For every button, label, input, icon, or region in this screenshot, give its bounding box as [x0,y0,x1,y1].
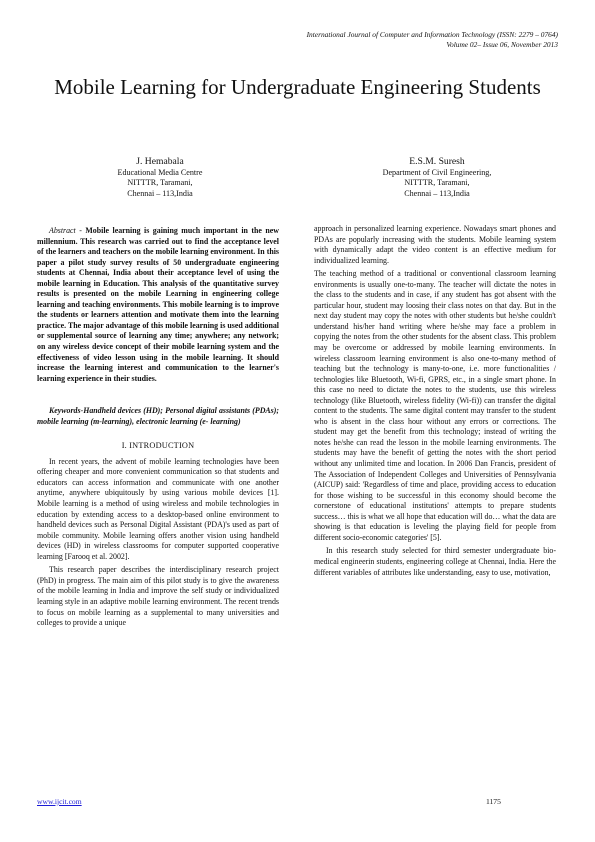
abstract-lead: Abstract - [49,226,82,235]
author-block-2 [337,156,537,200]
keywords: Keywords-Handheld devices (HD); Personal digital assistants (PDAs); mobile learning (m-learning), electronic learning (e- learning) [37,406,279,426]
body-paragraph: approach in personalized learning experience. Nowadays smart phones and PDAs are popularly increasing with the students. Mobile learning system with dynamically adapt the video content is an effective medium for individualized learning. [314,224,556,265]
page-number: 1175 [486,797,501,806]
author-affiliation: NITTTR, Taramani, [127,178,193,188]
abstract [37,226,279,384]
left-column [37,226,279,632]
author-affiliation: Department of Civil Engineering, [382,167,492,177]
footer-url-link[interactable]: www.ijcit.com [37,797,82,806]
author-name: E.S.M. Suresh [409,156,465,167]
paper-title: Mobile Learning for Undergraduate Engineering Students [54,75,541,99]
intro-paragraph: In recent years, the advent of mobile learning technologies have been offering cheaper and more convenient communication so that students and educators can access information and communicate with one another anytime, anywhere ubiquitously by using various mobile devices [1]. Mobile learning is a method of using wireless and mobile technologies in education by extending access to a desktop-based online environment to handheld devices such as Personal Digital Assistant (PDA)'s used as part of mobile community. Mobile learning offers another vision using handheld devices (HD) in wireless classrooms for computer supported cooperative learning [Farooq et al. 2002]. [37,456,279,561]
author-block-1 [60,156,260,200]
abstract-text: Mobile learning is gaining much important in the new millennium. This research was carried out to find the acceptance level of the learners and teachers on the mobile learning environment. In this paper a pilot study survey results of 50 undergraduate engineering students at Chennai, India about their acceptance level of using the mobile learning in Education. This analysis of the quantitative survey results is presented on the mobile Learning in engineering college learning and teaching environments. This mobile learning is to improve the students or learners attention and motivate them into the learning practice. The major advantage of this mobile learning is used additional or supplemental source of learning any time; anywhere; any network; on any wireless device concept of their mobile learning system and the effectiveness of video lesson using in the mobile learning. It should increase the learning interest and communication to the learner's learning experience in their studies. [37,226,279,383]
journal-header [307,30,558,49]
journal-volume: Volume 02– Issue 06, November 2013 [446,39,558,49]
author-affiliation: Chennai – 113,India [127,189,193,199]
right-column [314,224,556,581]
author-affiliation: NITTTR, Taramani, [404,178,470,188]
body-paragraph: The teaching method of a traditional or conventional classroom learning environments is usually one-to-many. The teacher will dictate the notes in the class to the students and in case, if any student has got absent with the particular hour, student may loosing their class notes on that day. But in the next day student may copy the notes with other students but he/she couldn't understand his/her hand writing where he/she may face a problem in copying the notes from the other students for the absent class. This problem may be overcome or addressed by mobile learning environments. In wireless classroom learning environment is also one-to-many method of teaching but the technology is many-to-one, i.e. more functionalities / technologies like Bluetooth, Wi-fi, GPRS, etc., in a single smart phone. In this case no need to dictate the notes to the students, use this wireless technology (like Bluetooth, wireless fidelity (Wi-fi)) can transfer the digital content to the students. The same digital content may transfer to the student who is absent in the class hour without any errors or corrections. The student may get the benefit from this technology; instead of writing the notes he/she can read the lesson in the mobile learning environments. The students may have the benefit of getting the notes with the short period without any unlimited time and location. In 2006 Dan Francis, president of The Association of Independent Colleges and Universities of Pennsylvania (AICUP) said: 'Regardless of time and place, providing access to education for those wishing to be successful in this economy should become the cornerstone of educational institutions' attempts to prepare students success… this is what we all hope that education will do… what the data are showing is that education is leveling the playing field for people from different socio-economic categories' [5]. [314,269,556,542]
author-name: J. Hemabala [136,156,184,167]
author-affiliation: Chennai – 113,India [404,189,470,199]
journal-name: International Journal of Computer and Information Technology (ISSN: 2279 – 0764) [306,30,558,39]
intro-paragraph: This research paper describes the interdisciplinary research project (PhD) in progress. The main aim of this pilot study is to give the awareness of the mobile learning in India and improve the self study or individualized learning style in an adaptive mobile learning environment. The recent trends to focus on mobile learning as a supplemental to many universities and colleges to provide a unique [37,565,279,628]
body-paragraph: In this research study selected for third semester undergraduate bio-medical engineerin students, engineering college at Chennai, India. Here the different variables of attributes like understanding, easy to use, motivation, [314,546,556,577]
section-heading-introduction: I. INTRODUCTION [121,441,195,451]
author-affiliation: Educational Media Centre [117,167,203,177]
